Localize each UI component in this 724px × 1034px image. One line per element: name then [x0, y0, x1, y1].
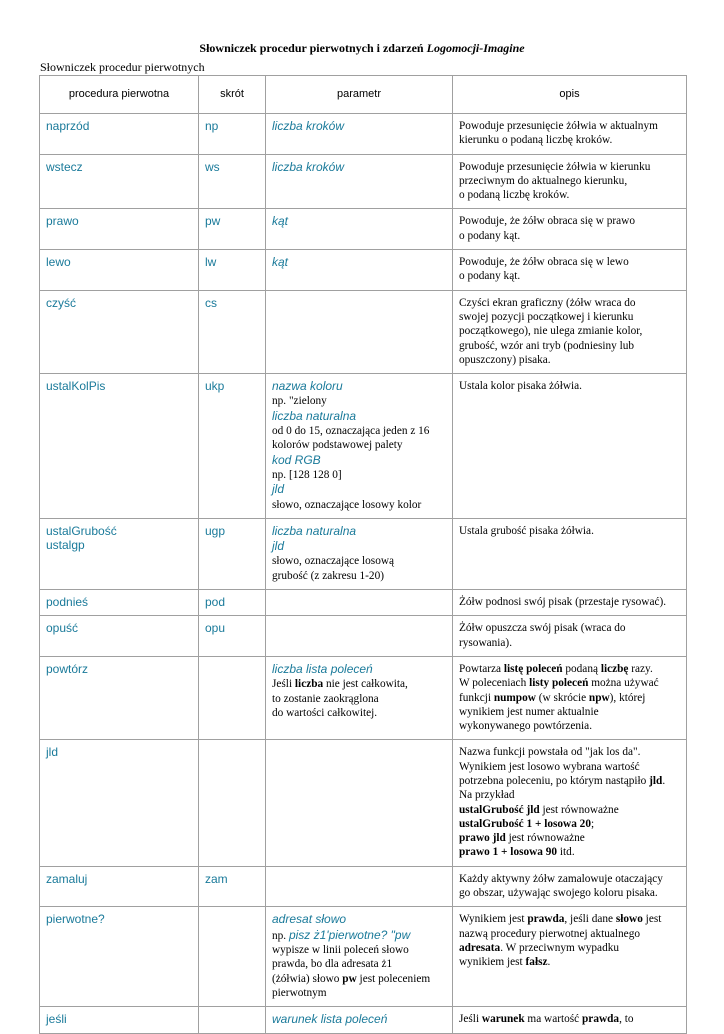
description-line: [459, 955, 680, 969]
description-cell: [453, 374, 687, 519]
table-row: [40, 740, 687, 866]
text-segment: go obszar, używając swojego koloru pisaka.: [459, 887, 658, 900]
parameter-line: [272, 943, 446, 957]
procedure-name: opuść: [46, 621, 79, 636]
bold-text: słowo: [615, 913, 643, 926]
text-segment: od 0 do 15, oznaczająca jeden z 16: [272, 425, 430, 438]
parameter-line: [272, 482, 446, 497]
text-segment: (w skrócie: [535, 691, 589, 704]
procedure-name-cell: [40, 374, 199, 519]
text-segment: słowo, oznaczające losowy kolor: [272, 498, 422, 511]
procedure-name: powtórz: [46, 661, 89, 676]
table-header-row: [40, 76, 687, 114]
description-line: [459, 927, 680, 941]
description-line: [459, 174, 680, 188]
procedure-name: czyść: [46, 295, 76, 310]
parameter-cell: [266, 1007, 453, 1034]
text-segment: o podany kąt.: [459, 270, 521, 283]
parameter-line: [272, 662, 446, 677]
table-row: [40, 114, 687, 155]
param-keyword: kod RGB: [272, 452, 321, 467]
parameter-cell: [266, 907, 453, 1007]
procedure-name-cell: [40, 114, 199, 155]
table-row: [40, 616, 687, 657]
parameter-cell: [266, 740, 453, 866]
procedure-name-cell: [40, 154, 199, 209]
text-segment: Ustala kolor pisaka żółwia.: [459, 380, 582, 393]
description-line: [459, 636, 680, 650]
description-line: [459, 1012, 680, 1026]
bold-text: adresata: [459, 941, 501, 954]
procedure-name-cell: [40, 290, 199, 373]
header-abbr: skrót: [199, 76, 266, 114]
description-line: [459, 160, 680, 174]
bold-text: jld: [649, 774, 663, 787]
bold-text: ustalGrubość jld: [459, 803, 540, 816]
abbreviation-cell: pw: [199, 209, 266, 250]
procedure-name: ustalGrubość: [46, 523, 117, 538]
parameter-cell: [266, 374, 453, 519]
parameter-line: [272, 706, 446, 720]
abbreviation-cell: ws: [199, 154, 266, 209]
procedure-name: prawo: [46, 214, 79, 229]
text-segment: Powoduje, że żółw obraca się w prawo: [459, 215, 635, 228]
description-cell: [453, 250, 687, 291]
param-keyword: pisz ż1'pierwotne? "pw: [288, 927, 411, 942]
abbreviation-cell: opu: [199, 616, 266, 657]
table-row: [40, 250, 687, 291]
parameter-cell: [266, 250, 453, 291]
text-segment: początkowego), nie ulega zmianie kolor,: [459, 325, 643, 338]
procedure-name-cell: [40, 740, 199, 866]
table-row: [40, 656, 687, 739]
bold-text: prawda: [582, 1013, 620, 1026]
parameter-line: [272, 539, 446, 554]
description-line: [459, 296, 680, 310]
parameter-line: [272, 379, 446, 394]
param-keyword: warunek lista poleceń: [272, 1012, 388, 1027]
parameter-line: [272, 986, 446, 1000]
parameter-line: [272, 453, 446, 468]
description-line: [459, 379, 680, 393]
description-cell: [453, 590, 687, 616]
text-segment: o podany kąt.: [459, 229, 521, 242]
description-line: [459, 845, 680, 859]
bold-text: prawo jld: [459, 832, 506, 845]
procedure-name: ustalKolPis: [46, 379, 106, 394]
text-segment: Powoduje przesunięcie żółwia w aktualnym: [459, 120, 658, 132]
abbreviation-cell: ugp: [199, 518, 266, 589]
table-row: [40, 590, 687, 616]
procedure-name-cell: [40, 209, 199, 250]
text-segment: Każdy aktywny żółw zamalowuje otaczający: [459, 872, 663, 885]
parameter-line: [272, 468, 446, 482]
procedure-name: wstecz: [46, 159, 83, 174]
text-segment: Czyści ekran graficzny (żółw wraca do: [459, 296, 636, 309]
description-line: [459, 353, 680, 367]
text-segment: opuszczony) pisaka.: [459, 353, 551, 366]
bold-text: prawda: [527, 913, 565, 926]
table-row: [40, 209, 687, 250]
description-line: [459, 324, 680, 338]
description-line: [459, 621, 680, 635]
description-line: [459, 255, 680, 269]
description-cell: [453, 1007, 687, 1034]
param-keyword: nazwa koloru: [272, 379, 343, 394]
procedure-name: naprzód: [46, 119, 90, 133]
description-line: [459, 774, 680, 788]
table-row: [40, 154, 687, 209]
procedure-name: ustalgp: [46, 538, 85, 553]
text-segment: słowo, oznaczające losową: [272, 555, 395, 568]
description-line: [459, 214, 680, 228]
text-segment: Powoduje, że żółw obraca się w lewo: [459, 256, 629, 269]
text-segment: pierwotnym: [272, 986, 327, 999]
parameter-cell: [266, 290, 453, 373]
bold-text: fałsz: [525, 956, 548, 969]
text-segment: W poleceniach: [459, 677, 530, 690]
bold-text: listy poleceń: [529, 677, 589, 690]
param-keyword: liczba kroków: [272, 159, 345, 174]
procedure-name-cell: [40, 656, 199, 739]
procedure-name-cell: [40, 250, 199, 291]
text-segment: Żółw podnosi swój pisak (przestaje rysować).: [459, 596, 667, 609]
description-cell: [453, 656, 687, 739]
description-cell: [453, 866, 687, 907]
text-segment: ), której: [609, 691, 646, 704]
text-segment: jest: [642, 913, 662, 926]
parameter-cell: [266, 656, 453, 739]
text-segment: .: [547, 956, 551, 969]
bold-text: warunek: [481, 1013, 525, 1026]
parameter-line: [272, 424, 446, 438]
description-line: [459, 803, 680, 817]
bold-text: liczba: [294, 678, 324, 691]
parameter-line: [272, 912, 446, 927]
description-cell: [453, 907, 687, 1007]
bold-text: ustalGrubość 1 + losowa 20: [459, 817, 591, 830]
parameter-line: [272, 524, 446, 539]
text-segment: do wartości całkowitej.: [272, 706, 378, 719]
procedure-name: zamaluj: [46, 871, 88, 886]
description-line: [459, 595, 680, 609]
text-segment: można używać: [588, 677, 659, 690]
description-line: [459, 662, 680, 676]
parameter-line: [272, 438, 446, 452]
text-segment: , to: [619, 1013, 634, 1026]
description-line: [459, 676, 680, 690]
description-cell: [453, 518, 687, 589]
abbreviation-cell: zam: [199, 866, 266, 907]
text-segment: (żółwia) słowo: [272, 972, 343, 985]
parameter-line: [272, 255, 446, 270]
description-line: [459, 831, 680, 845]
text-segment: ma wartość: [524, 1013, 583, 1026]
procedure-name-cell: [40, 907, 199, 1007]
description-line: [459, 691, 680, 705]
text-segment: swojej pozycji początkowej i kierunku: [459, 310, 634, 323]
text-segment: Powtarza: [459, 662, 504, 675]
parameter-cell: [266, 590, 453, 616]
description-line: [459, 760, 680, 774]
description-line: [459, 229, 680, 243]
table-row: [40, 290, 687, 373]
text-segment: Nazwa funkcji powstała od "jak los da".: [459, 746, 641, 759]
parameter-line: [272, 957, 446, 971]
text-segment: Powoduje przesunięcie żółwia w kierunku: [459, 160, 651, 173]
description-line: [459, 269, 680, 283]
procedure-name: jeśli: [46, 1012, 67, 1027]
text-segment: . W przeciwnym wypadku: [500, 941, 620, 954]
parameter-line: [272, 160, 446, 175]
procedure-name: jld: [46, 745, 59, 760]
header-desc: opis: [453, 76, 687, 114]
description-line: [459, 339, 680, 353]
procedures-table: [39, 75, 687, 1034]
title-italic: Logomocji-Imagine: [426, 41, 525, 55]
text-segment: , jeśli dane: [564, 913, 616, 926]
procedure-name: podnieś: [46, 595, 89, 610]
text-segment: to zostanie zaokrąglona: [272, 692, 379, 705]
description-cell: [453, 114, 687, 155]
bold-text: pw: [342, 972, 357, 985]
description-line: [459, 912, 680, 926]
parameter-cell: [266, 616, 453, 657]
parameter-line: [272, 409, 446, 424]
table-row: [40, 374, 687, 519]
description-line: [459, 941, 680, 955]
parameter-line: [272, 1012, 446, 1027]
description-line: [459, 788, 680, 802]
text-segment: podaną: [562, 662, 601, 675]
text-segment: Na przykład: [459, 789, 515, 802]
text-segment: Wynikiem jest losowo wybrana wartość: [459, 760, 640, 773]
text-segment: prawda, bo dla adresata ż1: [272, 958, 393, 971]
parameter-line: [272, 554, 446, 568]
bold-text: liczbę: [600, 662, 629, 675]
text-segment: nazwą procedury pierwotnej aktualnego: [459, 927, 640, 940]
title-main: Słowniczek procedur pierwotnych i zdarzeń: [199, 41, 427, 55]
parameter-line: [272, 928, 446, 943]
param-keyword: jld: [272, 539, 285, 554]
parameter-line: [272, 972, 446, 986]
table-row: [40, 907, 687, 1007]
text-segment: Jeśli: [272, 678, 295, 691]
abbreviation-cell: pod: [199, 590, 266, 616]
text-segment: nie jest całkowita,: [323, 678, 408, 691]
abbreviation-cell: cs: [199, 290, 266, 373]
text-segment: razy.: [628, 662, 653, 675]
description-line: [459, 719, 680, 733]
param-keyword: liczba naturalna: [272, 408, 357, 423]
text-segment: np. "zielony: [272, 395, 327, 408]
abbreviation-cell: [199, 656, 266, 739]
parameter-cell: [266, 114, 453, 155]
description-line: [459, 886, 680, 900]
text-segment: potrzebna poleceniu, po którym nastąpiło: [459, 774, 650, 787]
text-segment: o podaną liczbę kroków.: [459, 189, 570, 202]
bold-text: prawo 1 + losowa 90: [459, 846, 558, 859]
parameter-line: [272, 214, 446, 229]
description-line: [459, 817, 680, 831]
procedure-name-cell: [40, 616, 199, 657]
parameter-line: [272, 119, 446, 134]
document-title: [0, 41, 724, 56]
text-segment: kierunku o podaną liczbę kroków.: [459, 134, 613, 147]
parameter-line: [272, 677, 446, 691]
text-segment: np.: [272, 929, 289, 942]
header-param: parametr: [266, 76, 453, 114]
description-line: [459, 872, 680, 886]
table-caption: Słowniczek procedur pierwotnych: [40, 60, 205, 74]
text-segment: jest równoważne: [539, 803, 619, 816]
table-row: [40, 1007, 687, 1034]
parameter-cell: [266, 209, 453, 250]
param-keyword: liczba kroków: [272, 119, 345, 133]
text-segment: jest poleceniem: [356, 972, 431, 985]
procedure-name: lewo: [46, 255, 71, 270]
text-segment: ;: [590, 817, 595, 830]
table-row: [40, 866, 687, 907]
text-segment: Wynikiem jest: [459, 913, 528, 926]
description-line: [459, 310, 680, 324]
parameter-line: [272, 569, 446, 583]
bold-text: numpow: [493, 691, 536, 704]
text-segment: itd.: [557, 846, 575, 859]
procedure-name: pierwotne?: [46, 912, 105, 927]
bold-text: npw: [588, 691, 610, 704]
text-segment: np. [128 128 0]: [272, 468, 342, 481]
parameter-cell: [266, 518, 453, 589]
text-segment: wynikiem jest numer aktualnie: [459, 705, 599, 718]
abbreviation-cell: [199, 907, 266, 1007]
text-segment: przeciwnym do aktualnego kierunku,: [459, 174, 628, 187]
abbreviation-cell: np: [199, 114, 266, 155]
parameter-line: [272, 498, 446, 512]
text-segment: grubość (z zakresu 1-20): [272, 569, 384, 582]
text-segment: Jeśli: [459, 1013, 482, 1026]
parameter-cell: [266, 154, 453, 209]
description-line: [459, 188, 680, 202]
text-segment: rysowania).: [459, 636, 513, 649]
description-line: [459, 133, 680, 147]
description-line: [459, 705, 680, 719]
text-segment: grubość, wzór ani tryb (podniesiny lub: [459, 339, 635, 352]
description-cell: [453, 209, 687, 250]
text-segment: jest równoważne: [505, 832, 585, 845]
description-line: [459, 745, 680, 759]
header-procedure: procedura pierwotna: [40, 76, 199, 114]
param-keyword: liczba naturalna: [272, 523, 357, 538]
parameter-cell: [266, 866, 453, 907]
text-segment: wynikiem jest: [459, 956, 526, 969]
param-keyword: jld: [272, 482, 285, 497]
param-keyword: kąt: [272, 214, 289, 229]
param-keyword: liczba lista poleceń: [272, 661, 373, 676]
text-segment: funkcji: [459, 691, 494, 704]
description-cell: [453, 154, 687, 209]
text-segment: Żółw opuszcza swój pisak (wraca do: [459, 622, 626, 635]
procedure-name-cell: [40, 518, 199, 589]
text-segment: Ustala grubość pisaka żółwia.: [459, 524, 594, 537]
description-line: [459, 119, 680, 133]
table-row: [40, 518, 687, 589]
abbreviation-cell: ukp: [199, 374, 266, 519]
procedure-name-cell: [40, 1007, 199, 1034]
param-keyword: adresat słowo: [272, 912, 347, 927]
param-keyword: kąt: [272, 255, 289, 270]
parameter-line: [272, 692, 446, 706]
parameter-line: [272, 394, 446, 408]
description-cell: [453, 616, 687, 657]
bold-text: listę poleceń: [503, 662, 563, 675]
abbreviation-cell: [199, 1007, 266, 1034]
description-cell: [453, 740, 687, 866]
procedure-name-cell: [40, 590, 199, 616]
text-segment: wypisze w linii poleceń słowo: [272, 943, 409, 956]
procedure-name-cell: [40, 866, 199, 907]
description-line: [459, 524, 680, 538]
text-segment: kolorów podstawowej palety: [272, 439, 403, 452]
text-segment: wykonywanego powtórzenia.: [459, 720, 593, 733]
text-segment: .: [662, 774, 666, 787]
abbreviation-cell: [199, 740, 266, 866]
table-body: [40, 114, 687, 1034]
abbreviation-cell: lw: [199, 250, 266, 291]
description-cell: [453, 290, 687, 373]
